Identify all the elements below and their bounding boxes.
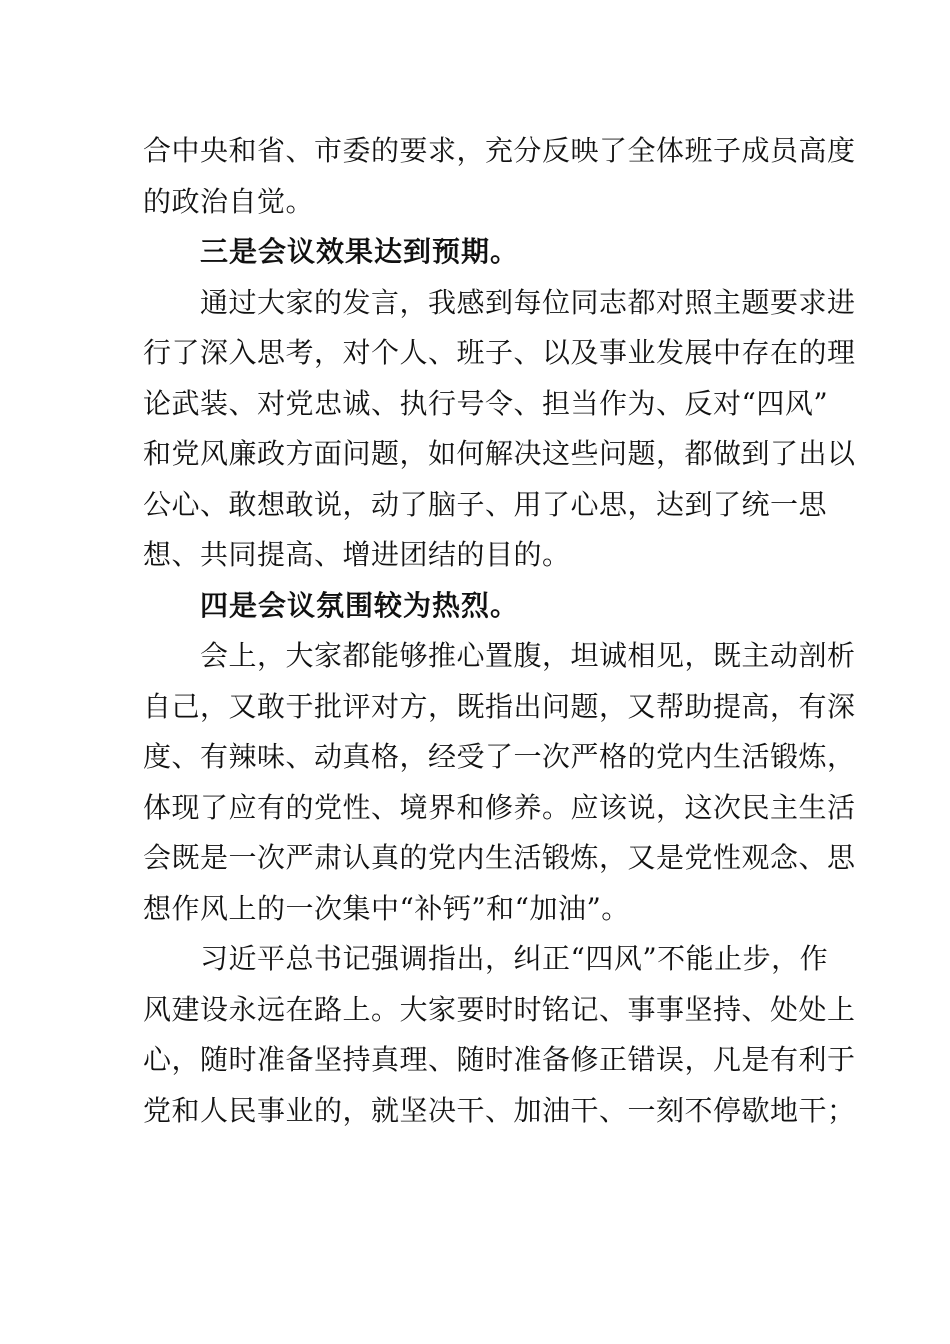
paragraph-line: 行了深入思考，对个人、班子、以及事业发展中存在的理 (143, 336, 856, 369)
paragraph-line: 公心、敢想敢说，动了脑子、用了心思，达到了统一思 (143, 487, 828, 521)
paragraph-line: 会上，大家都能够推心置腹，坦诚相见，既主动剖析 (200, 639, 856, 672)
paragraph-line: 习近平总书记强调指出，纠正“四风”不能止步，作 (200, 942, 829, 975)
body-text (143, 126, 856, 1136)
paragraph-line: 想作风上的一次集中“补钙”和“加油”。 (143, 891, 630, 925)
paragraph-line: 风建设永远在路上。大家要时时铭记、事事坚持、处处上 (143, 992, 856, 1026)
paragraph-line: 度、有辣味、动真格，经受了一次严格的党内生活锻炼， (143, 740, 856, 773)
paragraph-line: 论武装、对党忠诚、执行号令、担当作为、反对“四风” (143, 386, 829, 420)
paragraph-line: 会既是一次严肃认真的党内生活锻炼，又是党性观念、思 (143, 841, 856, 874)
section-heading-4: 四是会议氛围较为热烈。 (200, 588, 520, 622)
paragraph-line: 想、共同提高、增进团结的目的。 (143, 538, 571, 571)
paragraph-line: 合中央和省、市委的要求，充分反映了全体班子成员高度 (143, 134, 856, 167)
paragraph-line: 党和人民事业的，就坚决干、加油干、一刻不停歇地干； (143, 1093, 856, 1127)
paragraph-line: 体现了应有的党性、境界和修养。应该说，这次民主生活 (143, 790, 856, 824)
section-heading-3: 三是会议效果达到预期。 (200, 235, 520, 268)
paragraph-line: 和党风廉政方面问题，如何解决这些问题，都做到了出以 (143, 437, 856, 470)
paragraph-line: 通过大家的发言，我感到每位同志都对照主题要求进 (200, 285, 856, 319)
paragraph-line: 的政治自觉。 (143, 184, 315, 218)
paragraph-line: 自己，又敢于批评对方，既指出问题，又帮助提高，有深 (143, 689, 856, 723)
paragraph-line: 心，随时准备坚持真理、随时准备修正错误，凡是有利于 (143, 1043, 856, 1076)
